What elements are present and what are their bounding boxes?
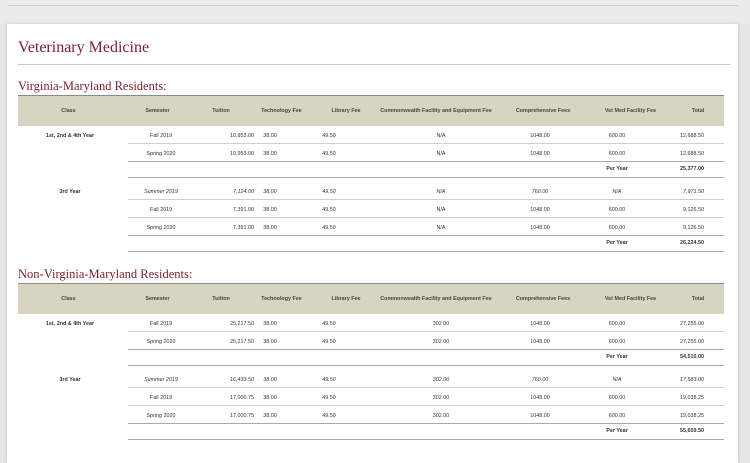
- row-divider: [128, 199, 724, 200]
- table-cell-library: 49.50: [322, 413, 336, 419]
- class-label: 1st, 2nd & 4th Year: [45, 321, 95, 327]
- table-cell-commonwealth: N/A: [436, 207, 446, 213]
- table-cell-tuition: 7,124.00: [233, 189, 254, 195]
- table-cell-comprehensive: 760.00: [531, 377, 549, 383]
- table-cell-total: 27,255.00: [680, 321, 704, 327]
- per-year-total: 25,377.00: [680, 166, 704, 172]
- table-cell-comprehensive: 1048.00: [530, 395, 550, 401]
- table-cell-total: 9,126.50: [683, 225, 704, 231]
- column-header: Tuition: [212, 107, 230, 114]
- section-title: Non-Virginia-Maryland Residents:: [18, 267, 193, 281]
- table-cell-library: 49.50: [322, 189, 336, 195]
- table-cell-technology: 38.00: [263, 339, 277, 345]
- table-cell-total: 27,255.00: [680, 339, 704, 345]
- column-header: Semester: [145, 107, 170, 114]
- table-cell-commonwealth: 302.00: [432, 377, 450, 383]
- table-cell-semester: Spring 2020: [146, 339, 176, 345]
- table-cell-commonwealth: N/A: [436, 151, 446, 157]
- per-year-total: 26,224.50: [680, 240, 704, 246]
- column-header: Comprehensive Fees: [515, 295, 571, 302]
- group-divider: [128, 365, 724, 366]
- table-cell-comprehensive: 1048.00: [530, 339, 550, 345]
- table-cell-total: 7,971.50: [683, 189, 704, 195]
- table-cell-vetmed: N/A: [612, 189, 622, 195]
- table-cell-vetmed: N/A: [612, 377, 622, 383]
- table-cell-library: 49.50: [322, 377, 336, 383]
- column-header: Semester: [145, 295, 170, 302]
- row-divider: [128, 235, 724, 236]
- table-cell-library: 49.50: [322, 321, 336, 327]
- table-cell-semester: Fall 2019: [149, 133, 173, 139]
- table-cell-vetmed: 600.00: [608, 133, 626, 139]
- table-cell-total: 19,038.25: [680, 413, 704, 419]
- page-title: Veterinary Medicine: [18, 39, 150, 56]
- table-cell-semester: Fall 2019: [149, 207, 173, 213]
- previous-page-strip: [0, 0, 750, 24]
- table-cell-total: 12,688.50: [680, 133, 704, 139]
- document-page: [7, 24, 738, 463]
- per-year-label: Per Year: [606, 354, 628, 360]
- table-cell-comprehensive: 1048.00: [530, 151, 550, 157]
- class-label: 1st, 2nd & 4th Year: [45, 133, 95, 139]
- table-cell-vetmed: 600.00: [608, 339, 626, 345]
- table-cell-technology: 38.00: [263, 133, 277, 139]
- table-cell-commonwealth: 302.00: [432, 339, 450, 345]
- column-header: Technology Fee: [261, 295, 302, 302]
- row-divider: [128, 217, 724, 218]
- table-cell-tuition: 10,953.00: [230, 133, 254, 139]
- table-cell-tuition: 7,391.00: [233, 207, 254, 213]
- table-cell-comprehensive: 1048.00: [530, 207, 550, 213]
- title-divider: [18, 64, 730, 65]
- table-cell-library: 49.50: [322, 207, 336, 213]
- column-header: Library Fee: [331, 295, 361, 302]
- table-cell-comprehensive: 1048.00: [530, 413, 550, 419]
- table-cell-vetmed: 600.00: [608, 151, 626, 157]
- table-cell-technology: 38.00: [263, 377, 277, 383]
- group-divider: [128, 177, 724, 178]
- table-cell-comprehensive: 760.00: [531, 189, 549, 195]
- column-header: Total: [691, 295, 705, 302]
- table-cell-total: 12,688.50: [680, 151, 704, 157]
- table-cell-commonwealth: N/A: [436, 189, 446, 195]
- column-header: Comprehensive Fees: [515, 107, 571, 114]
- table-cell-comprehensive: 1048.00: [530, 133, 550, 139]
- table-cell-technology: 38.00: [263, 207, 277, 213]
- table-cell-comprehensive: 1048.00: [530, 321, 550, 327]
- column-header: Library Fee: [331, 107, 361, 114]
- table-cell-commonwealth: N/A: [436, 225, 446, 231]
- column-header: Vet Med Facility Fee: [604, 107, 657, 114]
- table-cell-semester: Spring 2020: [146, 413, 176, 419]
- table-cell-tuition: 25,217.50: [230, 339, 254, 345]
- table-cell-total: 19,038.25: [680, 395, 704, 401]
- table-cell-commonwealth: N/A: [436, 133, 446, 139]
- class-label: 3rd Year: [59, 377, 81, 383]
- table-header: [18, 284, 724, 314]
- previous-page-edge: [8, 5, 738, 6]
- table-cell-commonwealth: 302.00: [432, 413, 450, 419]
- table-cell-semester: Summer 2019: [144, 189, 178, 195]
- group-divider: [128, 439, 724, 440]
- row-divider: [128, 331, 724, 332]
- table-cell-vetmed: 600.00: [608, 321, 626, 327]
- per-year-label: Per Year: [606, 428, 628, 434]
- table-cell-technology: 38.00: [263, 413, 277, 419]
- table-cell-semester: Fall 2019: [149, 395, 173, 401]
- table-cell-library: 49.50: [322, 395, 336, 401]
- table-cell-tuition: 16,433.50: [230, 377, 254, 383]
- column-header: Technology Fee: [261, 107, 302, 114]
- table-cell-vetmed: 600.00: [608, 207, 626, 213]
- row-divider: [128, 387, 724, 388]
- table-cell-vetmed: 600.00: [608, 413, 626, 419]
- column-header: Tuition: [212, 295, 230, 302]
- table-cell-tuition: 25,217.50: [230, 321, 254, 327]
- table-cell-commonwealth: 302.00: [432, 395, 450, 401]
- group-divider: [128, 251, 724, 252]
- section-title: Virginia-Maryland Residents:: [18, 79, 167, 93]
- column-header: Class: [61, 295, 76, 302]
- table-cell-tuition: 10,953.00: [230, 151, 254, 157]
- table-cell-semester: Spring 2020: [146, 151, 176, 157]
- per-year-label: Per Year: [606, 166, 628, 172]
- table-cell-total: 17,583.00: [680, 377, 704, 383]
- table-cell-technology: 38.00: [263, 395, 277, 401]
- table-cell-technology: 38.00: [263, 225, 277, 231]
- per-year-label: Per Year: [606, 240, 628, 246]
- table-header: [18, 96, 724, 126]
- column-header: Total: [691, 107, 705, 114]
- table-cell-total: 9,126.50: [683, 207, 704, 213]
- table-cell-tuition: 17,000.75: [230, 395, 254, 401]
- table-cell-library: 49.50: [322, 339, 336, 345]
- column-header: Class: [61, 107, 76, 114]
- row-divider: [128, 143, 724, 144]
- table-cell-library: 49.50: [322, 151, 336, 157]
- table-cell-library: 49.50: [322, 133, 336, 139]
- row-divider: [128, 349, 724, 350]
- table-cell-semester: Spring 2020: [146, 225, 176, 231]
- table-cell-technology: 38.00: [263, 151, 277, 157]
- row-divider: [128, 423, 724, 424]
- per-year-total: 55,659.50: [680, 428, 704, 434]
- table-cell-technology: 38.00: [263, 321, 277, 327]
- table-cell-technology: 38.00: [263, 189, 277, 195]
- table-cell-library: 49.50: [322, 225, 336, 231]
- column-header: Vet Med Facility Fee: [604, 295, 657, 302]
- column-header: Commonwealth Facility and Equipment Fee: [380, 107, 492, 114]
- class-label: 3rd Year: [59, 189, 81, 195]
- column-header: Commonwealth Facility and Equipment Fee: [380, 295, 492, 302]
- table-cell-vetmed: 600.00: [608, 225, 626, 231]
- table-cell-tuition: 7,391.00: [233, 225, 254, 231]
- row-divider: [128, 405, 724, 406]
- table-cell-comprehensive: 1048.00: [530, 225, 550, 231]
- row-divider: [128, 161, 724, 162]
- table-cell-semester: Summer 2019: [144, 377, 178, 383]
- table-cell-vetmed: 600.00: [608, 395, 626, 401]
- per-year-total: 54,510.00: [680, 354, 704, 360]
- table-cell-tuition: 17,000.75: [230, 413, 254, 419]
- table-cell-semester: Fall 2019: [149, 321, 173, 327]
- table-cell-commonwealth: 302.00: [432, 321, 450, 327]
